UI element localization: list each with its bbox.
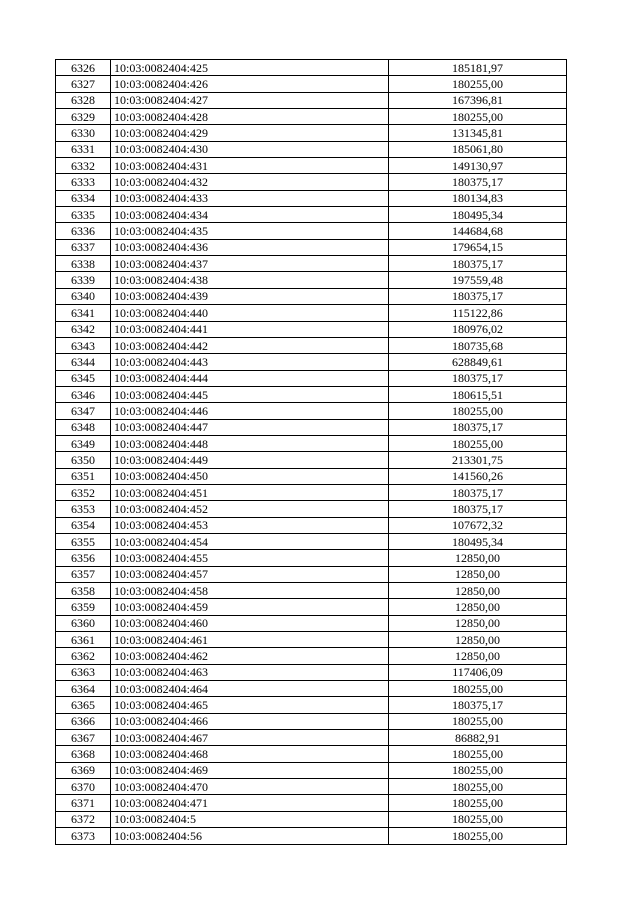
cadastral-number-cell: 10:03:0082404:451	[111, 484, 389, 500]
cadastral-number-cell: 10:03:0082404:439	[111, 288, 389, 304]
table-row	[56, 632, 567, 648]
row-number-cell: 6332	[56, 158, 111, 174]
row-number-cell: 6342	[56, 321, 111, 337]
cadastral-number-cell: 10:03:0082404:458	[111, 583, 389, 599]
cadastral-number-cell: 10:03:0082404:469	[111, 762, 389, 778]
amount-cell: 12850,00	[389, 583, 567, 599]
amount-cell: 180255,00	[389, 762, 567, 778]
cadastral-number-cell: 10:03:0082404:426	[111, 76, 389, 92]
table-row	[56, 239, 567, 255]
cadastral-number-cell: 10:03:0082404:464	[111, 681, 389, 697]
table-row	[56, 648, 567, 664]
row-number-cell: 6370	[56, 779, 111, 795]
row-number-cell: 6359	[56, 599, 111, 615]
amount-cell: 180255,00	[389, 828, 567, 844]
table-row	[56, 174, 567, 190]
amount-cell: 180255,00	[389, 403, 567, 419]
table-row	[56, 354, 567, 370]
cadastral-number-cell: 10:03:0082404:434	[111, 207, 389, 223]
cadastral-number-cell: 10:03:0082404:463	[111, 664, 389, 680]
row-number-cell: 6339	[56, 272, 111, 288]
amount-cell: 213301,75	[389, 452, 567, 468]
row-number-cell: 6372	[56, 811, 111, 827]
table-row	[56, 501, 567, 517]
cadastral-number-cell: 10:03:0082404:430	[111, 141, 389, 157]
row-number-cell: 6333	[56, 174, 111, 190]
row-number-cell: 6344	[56, 354, 111, 370]
amount-cell: 117406,09	[389, 664, 567, 680]
table-row	[56, 435, 567, 451]
cadastral-number-cell: 10:03:0082404:453	[111, 517, 389, 533]
row-number-cell: 6365	[56, 697, 111, 713]
row-number-cell: 6358	[56, 583, 111, 599]
table-row	[56, 713, 567, 729]
data-table	[55, 59, 567, 845]
amount-cell: 180375,17	[389, 288, 567, 304]
table-row	[56, 566, 567, 582]
row-number-cell: 6326	[56, 60, 111, 76]
table-row	[56, 468, 567, 484]
amount-cell: 180375,17	[389, 256, 567, 272]
table-row	[56, 419, 567, 435]
row-number-cell: 6345	[56, 370, 111, 386]
cadastral-number-cell: 10:03:0082404:440	[111, 305, 389, 321]
cadastral-number-cell: 10:03:0082404:428	[111, 109, 389, 125]
amount-cell: 86882,91	[389, 730, 567, 746]
table-row	[56, 811, 567, 827]
row-number-cell: 6362	[56, 648, 111, 664]
cadastral-number-cell: 10:03:0082404:435	[111, 223, 389, 239]
row-number-cell: 6350	[56, 452, 111, 468]
row-number-cell: 6349	[56, 435, 111, 451]
amount-cell: 180255,00	[389, 811, 567, 827]
cadastral-number-cell: 10:03:0082404:465	[111, 697, 389, 713]
amount-cell: 180255,00	[389, 681, 567, 697]
amount-cell: 180375,17	[389, 501, 567, 517]
row-number-cell: 6346	[56, 386, 111, 402]
row-number-cell: 6327	[56, 76, 111, 92]
amount-cell: 107672,32	[389, 517, 567, 533]
row-number-cell: 6367	[56, 730, 111, 746]
row-number-cell: 6336	[56, 223, 111, 239]
amount-cell: 12850,00	[389, 566, 567, 582]
row-number-cell: 6353	[56, 501, 111, 517]
table-row	[56, 681, 567, 697]
cadastral-number-cell: 10:03:0082404:471	[111, 795, 389, 811]
amount-cell: 149130,97	[389, 158, 567, 174]
cadastral-number-cell: 10:03:0082404:447	[111, 419, 389, 435]
cadastral-number-cell: 10:03:0082404:446	[111, 403, 389, 419]
cadastral-number-cell: 10:03:0082404:467	[111, 730, 389, 746]
cadastral-number-cell: 10:03:0082404:444	[111, 370, 389, 386]
table-row	[56, 60, 567, 76]
amount-cell: 180255,00	[389, 795, 567, 811]
cadastral-number-cell: 10:03:0082404:425	[111, 60, 389, 76]
amount-cell: 180255,00	[389, 109, 567, 125]
row-number-cell: 6334	[56, 190, 111, 206]
table-row	[56, 795, 567, 811]
cadastral-number-cell: 10:03:0082404:429	[111, 125, 389, 141]
cadastral-number-cell: 10:03:0082404:459	[111, 599, 389, 615]
amount-cell: 180255,00	[389, 713, 567, 729]
amount-cell: 180255,00	[389, 435, 567, 451]
table-row	[56, 207, 567, 223]
table-row	[56, 125, 567, 141]
cadastral-number-cell: 10:03:0082404:450	[111, 468, 389, 484]
amount-cell: 12850,00	[389, 632, 567, 648]
table-row	[56, 190, 567, 206]
cadastral-number-cell: 10:03:0082404:457	[111, 566, 389, 582]
table-row	[56, 370, 567, 386]
cadastral-number-cell: 10:03:0082404:466	[111, 713, 389, 729]
amount-cell: 115122,86	[389, 305, 567, 321]
table-row	[56, 272, 567, 288]
amount-cell: 180615,51	[389, 386, 567, 402]
row-number-cell: 6338	[56, 256, 111, 272]
table-row	[56, 550, 567, 566]
row-number-cell: 6348	[56, 419, 111, 435]
cadastral-number-cell: 10:03:0082404:452	[111, 501, 389, 517]
table-row	[56, 599, 567, 615]
row-number-cell: 6373	[56, 828, 111, 844]
row-number-cell: 6340	[56, 288, 111, 304]
cadastral-number-cell: 10:03:0082404:442	[111, 337, 389, 353]
table-row	[56, 779, 567, 795]
cadastral-number-cell: 10:03:0082404:462	[111, 648, 389, 664]
table-row	[56, 92, 567, 108]
amount-cell: 180255,00	[389, 746, 567, 762]
table-row	[56, 305, 567, 321]
row-number-cell: 6341	[56, 305, 111, 321]
row-number-cell: 6355	[56, 533, 111, 549]
row-number-cell: 6351	[56, 468, 111, 484]
amount-cell: 12850,00	[389, 648, 567, 664]
amount-cell: 144684,68	[389, 223, 567, 239]
table-row	[56, 583, 567, 599]
row-number-cell: 6360	[56, 615, 111, 631]
table-row	[56, 158, 567, 174]
amount-cell: 180495,34	[389, 207, 567, 223]
row-number-cell: 6363	[56, 664, 111, 680]
cadastral-number-cell: 10:03:0082404:454	[111, 533, 389, 549]
row-number-cell: 6329	[56, 109, 111, 125]
table-row	[56, 452, 567, 468]
cadastral-number-cell: 10:03:0082404:427	[111, 92, 389, 108]
cadastral-number-cell: 10:03:0082404:443	[111, 354, 389, 370]
amount-cell: 180735,68	[389, 337, 567, 353]
row-number-cell: 6357	[56, 566, 111, 582]
cadastral-number-cell: 10:03:0082404:436	[111, 239, 389, 255]
amount-cell: 180375,17	[389, 419, 567, 435]
row-number-cell: 6352	[56, 484, 111, 500]
table-row	[56, 223, 567, 239]
table-row	[56, 762, 567, 778]
row-number-cell: 6356	[56, 550, 111, 566]
cadastral-number-cell: 10:03:0082404:441	[111, 321, 389, 337]
cadastral-number-cell: 10:03:0082404:445	[111, 386, 389, 402]
table-row	[56, 533, 567, 549]
table-row	[56, 517, 567, 533]
amount-cell: 12850,00	[389, 599, 567, 615]
row-number-cell: 6335	[56, 207, 111, 223]
table-row	[56, 403, 567, 419]
amount-cell: 180375,17	[389, 484, 567, 500]
table-row	[56, 337, 567, 353]
amount-cell: 179654,15	[389, 239, 567, 255]
amount-cell: 180495,34	[389, 533, 567, 549]
row-number-cell: 6368	[56, 746, 111, 762]
cadastral-number-cell: 10:03:0082404:433	[111, 190, 389, 206]
cadastral-number-cell: 10:03:0082404:5	[111, 811, 389, 827]
cadastral-number-cell: 10:03:0082404:56	[111, 828, 389, 844]
table-row	[56, 746, 567, 762]
amount-cell: 180134,83	[389, 190, 567, 206]
cadastral-number-cell: 10:03:0082404:431	[111, 158, 389, 174]
amount-cell: 12850,00	[389, 615, 567, 631]
row-number-cell: 6343	[56, 337, 111, 353]
cadastral-number-cell: 10:03:0082404:437	[111, 256, 389, 272]
row-number-cell: 6361	[56, 632, 111, 648]
row-number-cell: 6328	[56, 92, 111, 108]
table-row	[56, 256, 567, 272]
amount-cell: 180255,00	[389, 76, 567, 92]
table-row	[56, 141, 567, 157]
table-body	[56, 60, 567, 845]
amount-cell: 197559,48	[389, 272, 567, 288]
cadastral-number-cell: 10:03:0082404:448	[111, 435, 389, 451]
row-number-cell: 6347	[56, 403, 111, 419]
amount-cell: 167396,81	[389, 92, 567, 108]
cadastral-number-cell: 10:03:0082404:432	[111, 174, 389, 190]
row-number-cell: 6366	[56, 713, 111, 729]
amount-cell: 141560,26	[389, 468, 567, 484]
cadastral-number-cell: 10:03:0082404:455	[111, 550, 389, 566]
table-row	[56, 484, 567, 500]
row-number-cell: 6369	[56, 762, 111, 778]
amount-cell: 180375,17	[389, 370, 567, 386]
table-row	[56, 615, 567, 631]
table-row	[56, 664, 567, 680]
row-number-cell: 6354	[56, 517, 111, 533]
amount-cell: 180375,17	[389, 174, 567, 190]
row-number-cell: 6330	[56, 125, 111, 141]
row-number-cell: 6364	[56, 681, 111, 697]
table-row	[56, 76, 567, 92]
table-row	[56, 288, 567, 304]
cadastral-number-cell: 10:03:0082404:438	[111, 272, 389, 288]
table-row	[56, 321, 567, 337]
amount-cell: 180976,02	[389, 321, 567, 337]
row-number-cell: 6371	[56, 795, 111, 811]
amount-cell: 628849,61	[389, 354, 567, 370]
amount-cell: 185181,97	[389, 60, 567, 76]
amount-cell: 12850,00	[389, 550, 567, 566]
amount-cell: 131345,81	[389, 125, 567, 141]
row-number-cell: 6331	[56, 141, 111, 157]
table-row	[56, 109, 567, 125]
cadastral-number-cell: 10:03:0082404:461	[111, 632, 389, 648]
table-row	[56, 697, 567, 713]
cadastral-number-cell: 10:03:0082404:460	[111, 615, 389, 631]
row-number-cell: 6337	[56, 239, 111, 255]
amount-cell: 180255,00	[389, 779, 567, 795]
amount-cell: 180375,17	[389, 697, 567, 713]
cadastral-number-cell: 10:03:0082404:449	[111, 452, 389, 468]
cadastral-number-cell: 10:03:0082404:470	[111, 779, 389, 795]
table-row	[56, 730, 567, 746]
table-row	[56, 386, 567, 402]
table-row	[56, 828, 567, 844]
amount-cell: 185061,80	[389, 141, 567, 157]
cadastral-number-cell: 10:03:0082404:468	[111, 746, 389, 762]
